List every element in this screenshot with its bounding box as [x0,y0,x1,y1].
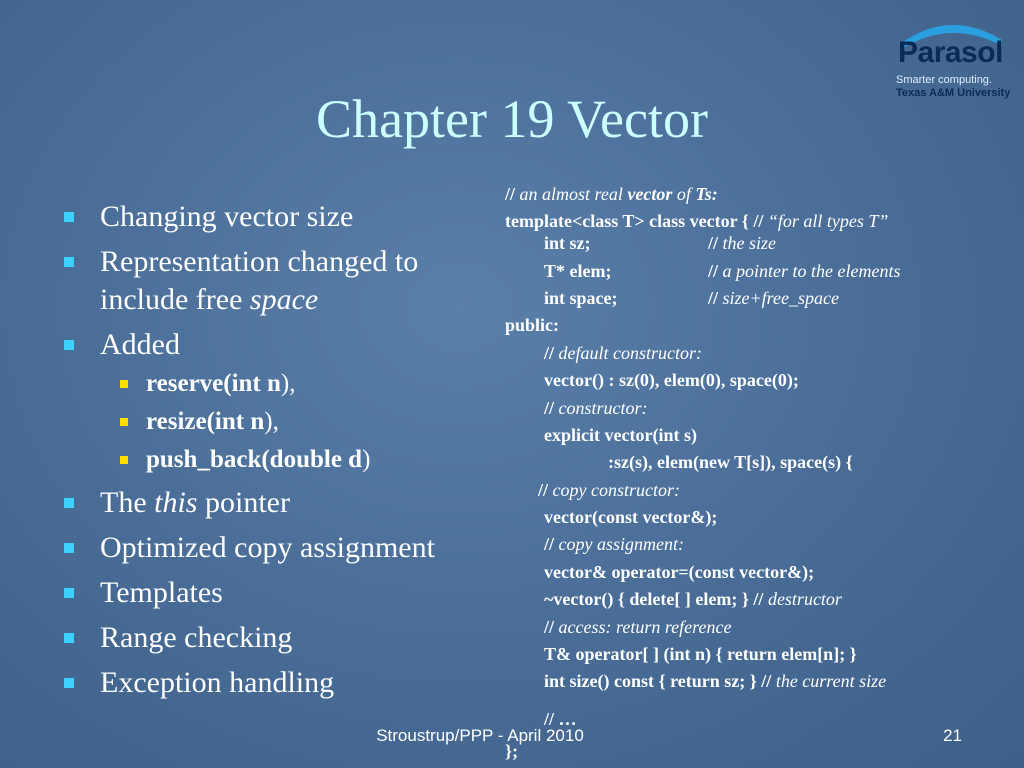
slide-title: Chapter 19 Vector [316,89,708,149]
bullet-item [60,326,500,364]
code-comment: default constructor: [558,343,702,363]
comment-marker: // [544,398,559,418]
logo-tagline: Smarter computing. [896,74,992,86]
code-comment-bold: Ts: [695,184,718,204]
comment-marker: // [544,534,559,554]
code-line [544,342,702,364]
bullet-square-icon [64,543,74,553]
bullet-square-icon [64,340,74,350]
bullet-item [60,664,500,702]
bullet-item [60,243,500,319]
code-text: vector(const vector&); [544,507,718,527]
bullet-text: Templates [100,576,223,609]
sub-bullet-square-icon [120,380,128,388]
comment-marker: // [505,184,520,204]
code-line [544,424,697,446]
comment-marker: // [544,343,559,363]
code-line [544,369,799,391]
sub-bullet-code: push_back(double d [146,446,363,473]
code-text: explicit vector(int s) [544,425,697,445]
code-comment: constructor: [558,398,648,418]
code-line [505,210,888,232]
code-comment: “for all types T” [767,211,889,231]
code-line [538,479,680,501]
comment-marker: // [708,288,723,308]
comment-marker: // [538,480,553,500]
footer-text: Stroustrup/PPP - April 2010 [376,726,584,745]
sub-bullet-tail: ) [362,446,371,473]
sub-bullet-item [60,406,500,438]
code-text: vector& operator=(const vector&); [544,562,815,582]
code-text: template<class T> class vector { // [505,211,768,231]
bullet-italic-text: space [249,283,319,316]
code-text: T* elem; [544,261,612,281]
bullet-text: Range checking [100,621,293,654]
code-line [544,533,684,555]
parasol-logo [890,14,1010,98]
bullet-text: include free [100,283,250,316]
bullet-text: Exception handling [100,666,335,699]
code-comment: access: return reference [558,617,732,637]
bullet-item [60,484,500,522]
code-comment: an almost real [519,184,628,204]
code-text: int sz; [544,233,591,253]
bullet-item [60,574,500,612]
bullet-item [60,619,500,657]
code-comment: copy constructor: [552,480,680,500]
code-text: vector() : sz(0), elem(0), space(0); [544,370,799,390]
bullet-square-icon [64,212,74,222]
sub-bullet-item [60,444,500,476]
bullet-item [60,198,500,236]
code-line [608,451,853,473]
code-text: ~vector() { delete[ ] elem; } // [544,589,768,609]
code-text: int size() const { return sz; } // [544,671,776,691]
bullet-text: Representation changed to [100,245,419,278]
page-number: 21 [943,726,962,745]
bullet-square-icon [64,498,74,508]
bullet-text: pointer [197,486,290,519]
comment-marker: // [708,233,723,253]
bullet-square-icon [64,633,74,643]
code-comment: size+free_space [722,288,839,308]
code-comment-bold: vector [627,184,673,204]
bullet-text: Changing vector size [100,200,354,233]
sub-bullet-code: reserve(int n [146,370,281,397]
code-text: :sz(s), elem(new T[s]), space(s) { [608,452,853,472]
code-line [544,561,814,583]
code-line [544,643,857,665]
bullet-square-icon [64,257,74,267]
code-text: int space; [544,288,618,308]
code-line [544,287,618,309]
bullet-square-icon [64,588,74,598]
logo-name: Parasol [898,36,1003,69]
code-line [505,183,718,205]
code-line [544,397,648,419]
code-text: }; [505,741,519,761]
code-line [708,260,900,282]
code-text: T& operator[ ] (int n) { return elem[n]; } [544,644,857,664]
code-line [708,287,839,309]
code-line [544,616,731,638]
code-comment: the current size [775,671,887,691]
sub-bullet-square-icon [120,456,128,464]
code-comment: destructor [767,589,842,609]
code-comment: the size [722,233,777,253]
logo-university: Texas A&M University [896,87,1011,99]
code-comment: a pointer to the elements [722,261,901,281]
code-line [708,232,776,254]
code-line [505,314,559,336]
sub-bullet-code: resize(int n [146,408,265,435]
bullet-text: Added [100,328,180,361]
sub-bullet-tail: ), [264,408,279,435]
sub-bullet-tail: ), [280,370,296,397]
bullet-text: Optimized copy assignment [100,531,435,564]
code-text: public: [505,315,560,335]
bullet-square-icon [64,678,74,688]
bullet-item [60,529,500,567]
code-line [544,260,611,282]
bullet-list [60,198,500,709]
sub-bullet-item [60,368,500,400]
comment-marker: // [544,617,559,637]
sub-bullet-square-icon [120,418,128,426]
code-comment: copy assignment: [558,534,684,554]
code-line [544,670,886,692]
code-comment: of [672,184,696,204]
comment-marker: // [708,261,723,281]
bullet-text: The [100,486,155,519]
code-line [544,232,591,254]
code-line [544,588,842,610]
code-line [544,506,717,528]
bullet-italic-text: this [154,486,198,519]
code-text: // … [544,709,577,729]
